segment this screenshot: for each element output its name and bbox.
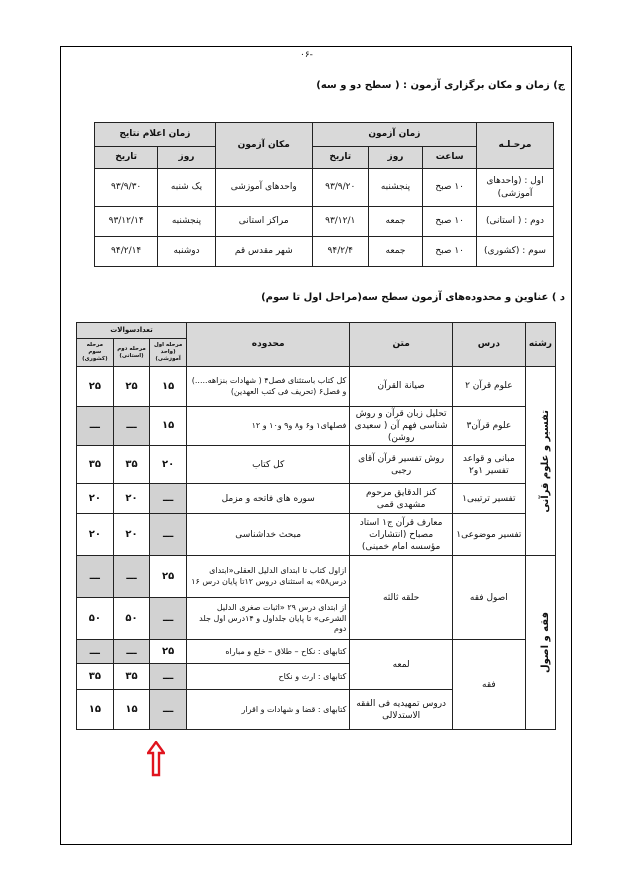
exam-schedule-table: [94, 122, 554, 267]
cell-stage1: ۱۵: [150, 407, 187, 446]
page-number: ۰۶-: [300, 50, 313, 60]
cell-stage1: ۱۵: [150, 367, 187, 407]
cell-text: معارف قرآن ج۱ استاد مصباح (انتشارات مؤسسه امام خمینی): [350, 514, 453, 556]
cell-lesson: تفسیر ترتیبی۱: [452, 484, 525, 514]
cell-hour: ۱۰ صبح: [423, 237, 477, 267]
cell-lesson: مبانی و قواعد تفسیر ۱و۲: [452, 446, 525, 484]
cell-scope: مبحث خداشناسی: [186, 514, 349, 556]
cell-stage1: ـــ: [150, 484, 187, 514]
cell-text: روش تفسیر قرآن آقای رجبی: [350, 446, 453, 484]
cell-result-day: پنجشنبه: [158, 207, 215, 237]
cell-stage3: ۳۵: [77, 664, 114, 690]
cell-scope: کل کتاب: [186, 446, 349, 484]
table-row: [95, 237, 554, 267]
cell-place: مراکز استانی: [215, 207, 312, 237]
field-label: تفسیر و علوم قرآنی: [539, 409, 551, 513]
table-row: [95, 169, 554, 207]
cell-stage1: ـــ: [150, 690, 187, 730]
cell-stage2: ۲۰: [113, 514, 150, 556]
cell-result-day: دوشنبه: [158, 237, 215, 267]
cell-date: ۹۳/۹/۲۰: [312, 169, 368, 207]
header-stage: مرحـلـه: [477, 123, 554, 169]
cell-text: لمعه: [350, 640, 453, 690]
header-result-date: تاریخ: [95, 147, 158, 169]
cell-stage: سوم : (کشوری): [477, 237, 554, 267]
cell-text: صیانة القرآن: [350, 367, 453, 407]
table-row: [77, 367, 556, 407]
cell-stage3: ۱۵: [77, 690, 114, 730]
cell-lesson: تفسیر موضوعی۱: [452, 514, 525, 556]
cell-stage: دوم : ( استانی): [477, 207, 554, 237]
cell-stage2: ۳۵: [113, 446, 150, 484]
cell-stage1: ـــ: [150, 514, 187, 556]
header-scope: محدوده: [186, 323, 349, 367]
cell-day: پنجشنبه: [368, 169, 423, 207]
cell-text: حلقه ثالثه: [350, 556, 453, 640]
cell-scope: کتابهای : قضا و شهادات و اقرار: [186, 690, 349, 730]
cell-lesson: فقه: [452, 640, 525, 730]
cell-scope: کتابهای : ارث و نکاح: [186, 664, 349, 690]
up-arrow-icon: [147, 741, 165, 777]
cell-date: ۹۳/۱۲/۱: [312, 207, 368, 237]
table-row: [77, 556, 556, 598]
cell-day: جمعه: [368, 237, 423, 267]
cell-lesson: علوم قرآن۳: [452, 407, 525, 446]
cell-stage3: ـــ: [77, 556, 114, 598]
cell-stage3: ۵۰: [77, 598, 114, 640]
cell-stage2: ـــ: [113, 556, 150, 598]
section-d-title: د ) عناوین و محدوده‌های آزمون سطح سه(مراحل اول تا سوم): [261, 292, 565, 303]
cell-scope: فصلهای۱ و۶ و۸ و۹ و۱۰ و ۱۲: [186, 407, 349, 446]
cell-scope: از ابتدای درس ۲۹ «اثبات صغری الدلیل الشرعی» تا پایان جلداول و ۱۴درس اول جلد دوم: [186, 598, 349, 640]
cell-stage2: ۲۰: [113, 484, 150, 514]
cell-hour: ۱۰ صبح: [423, 169, 477, 207]
cell-text: تحلیل زبان قرآن و روش شناسی فهم آن ( سعیدی روشن): [350, 407, 453, 446]
header-question-count: تعدادسوالات: [77, 323, 187, 339]
cell-stage1: ۲۵: [150, 556, 187, 598]
cell-result-date: ۹۴/۲/۱۴: [95, 237, 158, 267]
exam-scope-table: [76, 322, 556, 730]
header-stage1: مرحله اول (واحد آموزشی): [150, 339, 187, 367]
cell-lesson: اصول فقه: [452, 556, 525, 640]
cell-stage2: ۱۵: [113, 690, 150, 730]
cell-stage1: ـــ: [150, 598, 187, 640]
header-text: متن: [350, 323, 453, 367]
cell-stage2: ۳۵: [113, 664, 150, 690]
cell-place: شهر مقدس قم: [215, 237, 312, 267]
header-field: رشته: [525, 323, 555, 367]
header-result-day: روز: [158, 147, 215, 169]
cell-scope: کل کتاب باستثنای فصل۴ ( شهادات بنزاهه.....) و فصل۶ (تحریف فی کتب العهدین): [186, 367, 349, 407]
cell-stage3: ۳۵: [77, 446, 114, 484]
table-row: [77, 484, 556, 514]
header-date: تاریخ: [312, 147, 368, 169]
cell-stage1: ۲۵: [150, 640, 187, 664]
header-lesson: درس: [452, 323, 525, 367]
cell-day: جمعه: [368, 207, 423, 237]
cell-result-date: ۹۳/۱۲/۱۴: [95, 207, 158, 237]
cell-stage3: ۲۵: [77, 367, 114, 407]
table-row: [77, 514, 556, 556]
field-cell: [525, 556, 555, 730]
cell-text: کنز الدقایق مرحوم مشهدی قمی: [350, 484, 453, 514]
cell-stage3: ۲۰: [77, 484, 114, 514]
cell-stage1: ۲۰: [150, 446, 187, 484]
header-exam-place: مکان آزمون: [215, 123, 312, 169]
header-stage2: مرحله دوم (استانی): [113, 339, 150, 367]
table-row: [77, 446, 556, 484]
header-hour: ساعت: [423, 147, 477, 169]
cell-scope: سوره های فاتحه و مزمل: [186, 484, 349, 514]
section-c-title: ج) زمان و مکان برگزاری آزمون : ( سطح دو و سه): [316, 80, 565, 91]
cell-stage2: ۵۰: [113, 598, 150, 640]
cell-lesson: علوم قرآن ۲: [452, 367, 525, 407]
cell-stage2: ۲۵: [113, 367, 150, 407]
cell-stage2: ـــ: [113, 640, 150, 664]
cell-hour: ۱۰ صبح: [423, 207, 477, 237]
field-label: فقه و اصول: [539, 612, 551, 674]
cell-stage1: ـــ: [150, 664, 187, 690]
header-exam-time: زمان آزمون: [312, 123, 476, 147]
field-cell: [525, 367, 555, 556]
cell-stage3: ـــ: [77, 640, 114, 664]
cell-scope: ازاول کتاب تا ابتدای الدلیل العقلی«ابتدای درس۵۸» به استثنای دروس ۱۲تا پایان درس ۱۶: [186, 556, 349, 598]
header-stage3: مرحله سوم (کشوری): [77, 339, 114, 367]
table-row: [95, 207, 554, 237]
header-result-time: زمان اعلام نتایج: [95, 123, 216, 147]
header-day: روز: [368, 147, 423, 169]
cell-stage3: ـــ: [77, 407, 114, 446]
cell-scope: کتابهای : نکاح – طلاق – خلع و مباراه: [186, 640, 349, 664]
cell-result-day: یک شنبه: [158, 169, 215, 207]
cell-result-date: ۹۳/۹/۳۰: [95, 169, 158, 207]
table-row: [77, 407, 556, 446]
cell-text: دروس تمهیدیه فی الفقه الاستدلالی: [350, 690, 453, 730]
cell-stage: اول : (واحدهای آموزشی): [477, 169, 554, 207]
table-row: [77, 640, 556, 664]
cell-stage3: ۲۰: [77, 514, 114, 556]
cell-stage2: ـــ: [113, 407, 150, 446]
cell-place: واحدهای آموزشی: [215, 169, 312, 207]
cell-date: ۹۴/۲/۴: [312, 237, 368, 267]
